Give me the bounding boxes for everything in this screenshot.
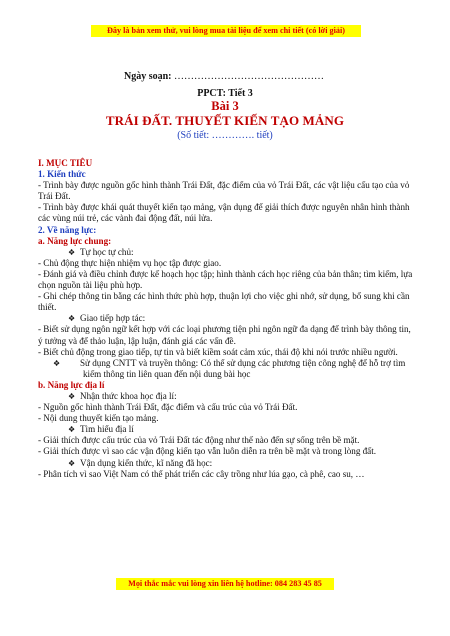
bullet-tim-hieu: ❖ Tìm hiểu địa lí	[68, 424, 134, 435]
section-nang-luc: 2. Về năng lực:	[38, 224, 97, 235]
preview-banner: Đây là bản xem thử, vui lòng mua tài liệu để xem chi tiết (có lời giải)	[91, 25, 361, 37]
date-line	[124, 71, 324, 82]
paragraph-kt2: - Trình bày được khái quát thuyết kiến tạo mảng, vận dụng để giải thích được nguyên nhân hình thành các vùng núi trẻ, các vành đai động đất, núi lửa.	[38, 202, 410, 224]
paragraph-th-dl1: - Giải thích được cấu trúc của vỏ Trái Đất tác động như thế nào đến sự sống trên bề mặt.	[38, 435, 360, 446]
bullet-tu-hoc: ❖ Tự học tự chủ:	[68, 246, 134, 257]
paragraph-th-dl2: - Giải thích được vì sao các vận động kiến tạo vẫn luôn diễn ra trên bề mặt và trong lòng đất.	[38, 446, 377, 457]
bullet-van-dung: ❖ Vận dụng kiến thức, kĩ năng đã học:	[68, 457, 213, 468]
section-nl-dia-li: b. Năng lực địa lí	[38, 379, 105, 390]
ppct-line: PPCT: Tiết 3	[197, 88, 253, 99]
date-dots: ………………………………………	[174, 71, 325, 82]
section-muc-tieu: I. MỤC TIÊU	[38, 158, 93, 168]
diamond-bullet-icon: ❖	[68, 425, 76, 435]
so-tiet-line: (Số tiết: …………. tiết)	[177, 130, 273, 141]
bullet-giao-tiep: ❖ Giao tiếp hợp tác:	[68, 313, 146, 324]
diamond-bullet-icon: ❖	[68, 247, 76, 257]
paragraph-vd1: - Phân tích vì sao Việt Nam có thể phát triển các cây trồng như lúa gạo, cà phê, cao su, …	[38, 468, 365, 479]
paragraph-kt1: - Trình bày được nguồn gốc hình thành Trái Đất, đặc điểm của vỏ Trái Đất, các vật liệu cấu tạo của vỏ Trái Đất.	[38, 180, 410, 202]
lesson-title: TRÁI ĐẤT. THUYẾT KIẾN TẠO MẢNG	[105, 113, 345, 128]
paragraph-gt2: - Biết chủ động trong giao tiếp, tự tin và biết kiềm soát cảm xúc, thái độ khi nói trước nhiều người.	[38, 346, 398, 357]
diamond-bullet-icon: ❖	[53, 358, 61, 368]
diamond-bullet-icon: ❖	[68, 391, 76, 401]
section-kien-thuc: 1. Kiến thức	[38, 169, 86, 180]
paragraph-gt1: - Biết sử dụng ngôn ngữ kết hợp với các loại phương tiện phi ngôn ngữ đa dạng để trình bày thông tin, ý tưởng và để thảo luận, lập luận, đánh giá các vấn đề.	[38, 324, 411, 346]
bullet-cntt: ❖ Sử dụng CNTT và truyền thông: Có thể sử dụng các phương tiện công nghệ để hỗ trợ tìm kiếm thông tin liên quan đến nội dung bài học	[53, 357, 406, 379]
date-label: Ngày soạn:	[124, 71, 172, 82]
paragraph-th2: - Đánh giá và điều chỉnh được kế hoạch học tập; hình thành cách học riêng của bản thân; tìm kiếm, lựa chọn nguồn tài liệu phù hợp.	[38, 268, 413, 291]
diamond-bullet-icon: ❖	[68, 458, 76, 468]
bullet-nhan-thuc: ❖ Nhận thức khoa học địa lí:	[68, 390, 177, 401]
paragraph-th3: - Ghi chép thông tin bằng các hình thức phù hợp, thuận lợi cho việc ghi nhớ, sử dụng, bổ sung khi cần thiết.	[38, 291, 410, 313]
lesson-number: Bài 3	[211, 99, 239, 113]
paragraph-nt1: - Nguồn gốc hình thành Trái Đất, đặc điểm và cấu trúc của vỏ Trái Đất.	[38, 402, 298, 413]
hotline-footer: Mọi thắc mắc vui lòng xin liên hệ hotline: 084 283 45 85	[116, 578, 334, 590]
diamond-bullet-icon: ❖	[68, 314, 76, 324]
document-body	[38, 158, 417, 480]
section-nl-chung: a. Năng lực chung:	[38, 235, 112, 246]
paragraph-nt2: - Nội dung thuyết kiến tạo mảng.	[38, 413, 159, 424]
paragraph-th1: - Chủ động thực hiện nhiệm vụ học tập được giao.	[38, 257, 222, 268]
